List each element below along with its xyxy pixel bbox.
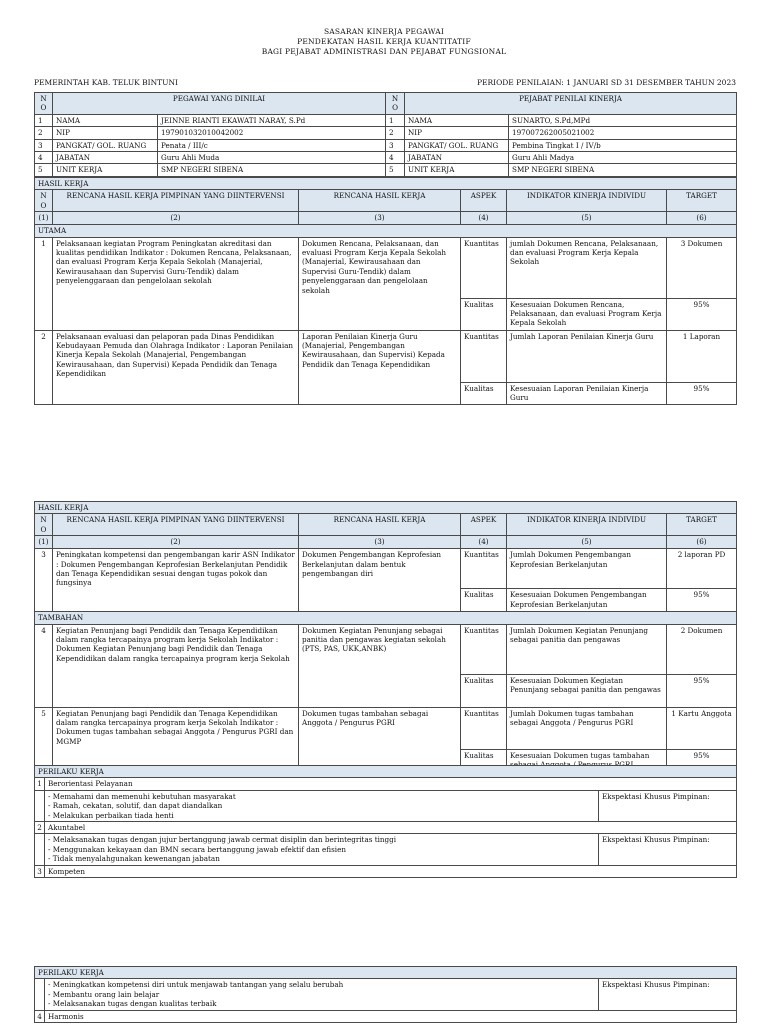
doc-subtitle-2: BAGI PEJABAT ADMINISTRASI DAN PEJABAT FUNGSIONAL xyxy=(261,47,507,56)
table-row: Kualitas Kesesuaian Laporan Penilaian Kinerja Guru 95% xyxy=(35,382,737,404)
table-row: Kualitas Kesesuaian Dokumen tugas tambahan 95% xyxy=(35,749,737,774)
identity-table xyxy=(34,92,737,177)
behavior-item: 1 Berorientasi Pelayanan xyxy=(35,778,737,790)
identity-row: 3 PANGKAT/ GOL. RUANG Penata / III/c 3 PANGKAT/ GOL. RUANG Pembina Tingkat I / IV/b xyxy=(35,139,737,151)
behavior-points: - Melaksanakan tugas dengan jujur bertanggung jawab cermat disiplin dan berintegritas tinggi - Menggunakan kekayaan dan BMN secara bertanggung jawab efektif dan efisien - Tidak menyalahgunakan kewenangan jabatan Ekspektasi Khusus Pimpinan: xyxy=(35,834,737,865)
behavior-item: 2 Akuntabel xyxy=(35,822,737,834)
identity-row: 4 JABATAN Guru Ahli Muda 4 JABATAN Guru Ahli Madya xyxy=(35,152,737,164)
identity-row: 1 NAMA JEINNE RIANTI EKAWATI NARAY, S.Pd 1 NAMA SUNARTO, S.Pd,MPd xyxy=(35,114,737,126)
tambahan-label: TAMBAHAN xyxy=(35,612,737,624)
col-target: TARGET xyxy=(667,190,737,212)
table-row: 2 Pelaksanaan evaluasi dan pelaporan pada Dinas Pendidikan Kebudayaan Pemuda dan Olahraga Indikator : Laporan Penilaian Kinerja Kepala Sekolah (Manajerial, Pengembangan Kewirausahaan, dan Supervisi) Kepada Pendidik dan Tenaga Kependidikan Laporan Penilaian Kinerja Guru (Manajerial, Pengembangan Kewirausahaan, dan Supervisi) Kepada Pendidik dan Tenaga Kependidikan Kuantitas Jumlah Laporan Penilaian Kinerja Guru 1 Laporan xyxy=(35,330,737,382)
identity-row: 5 UNIT KERJA SMP NEGERI SIBENA 5 UNIT KERJA SMP NEGERI SIBENA xyxy=(35,164,737,176)
table-row: Kualitas Kesesuaian Dokumen Rencana, Pelaksanaan, dan evaluasi Program Kerja Kepala Sekolah 95% xyxy=(35,298,737,330)
no-header: NO xyxy=(35,93,53,115)
table-row: 5 Kegiatan Penunjang bagi Pendidik dan Tenaga Kependidikan dalam rangka tercapainya program kerja Sekolah Indikator : Dokumen tugas tambahan sebagai Anggota / Pengurus PGRI dan MGMP Dokumen tugas tambahan sebagai Anggota / Pengurus PGRI Kuantitas Jumlah Dokumen tugas tambahan sebagai Anggota / Pengurus PGRI 1 Kartu Anggota xyxy=(35,707,737,749)
evaluator-header: PEJABAT PENILAI KINERJA xyxy=(405,93,737,115)
expectation-field: Ekspektasi Khusus Pimpinan: xyxy=(599,979,737,1010)
expectation-field: Ekspektasi Khusus Pimpinan: xyxy=(599,790,737,821)
behavior-title: PERILAKU KERJA xyxy=(35,967,737,979)
col-aspek: ASPEK xyxy=(461,190,507,212)
period-label: PERIODE PENILAIAN: 1 JANUARI SD 31 DESEMBER TAHUN 2023 xyxy=(477,78,736,87)
agency-label: PEMERINTAH KAB. TELUK BINTUNI xyxy=(34,78,179,87)
col-indikator: INDIKATOR KINERJA INDIVIDU xyxy=(507,190,667,212)
behavior-item: 3 Kompeten xyxy=(35,865,737,877)
table-row: Kualitas Kesesuaian Dokumen Pengembangan Keprofesian Berkelanjutan 95% xyxy=(35,589,737,612)
expectation-field: Ekspektasi Khusus Pimpinan: xyxy=(599,834,737,865)
behavior-points: - Meningkatkan kompetensi diri untuk menjawab tantangan yang selalu berubah - Membantu orang lain belajar - Melaksanakan tugas dengan kualitas terbaik Ekspektasi Khusus Pimpinan: xyxy=(35,979,737,1010)
col-rhk: RENCANA HASIL KERJA xyxy=(299,190,461,212)
behavior-table-2 xyxy=(34,966,737,1023)
identity-row: 2 NIP 197901032010042002 2 NIP 197007262005021002 xyxy=(35,127,737,139)
behavior-title: PERILAKU KERJA xyxy=(35,766,737,778)
behavior-table xyxy=(34,765,737,878)
table-row: 1 Pelaksanaan kegiatan Program Peningkatan akreditasi dan kualitas pendidikan Indikator : Dokumen Rencana, Pelaksanaan, dan evaluasi Program Kerja Kepala Sekolah (Manajerial, Kewirausahaan dan Supervisi Guru-Tendik) dalam penyelenggaraan dan pengelolaan sekolah Dokumen Rencana, Pelaksanaan, dan evaluasi Program Kerja Kepala Sekolah (Manajerial, Kewirausahaan dan Supervisi Guru-Tendik) dalam penyelenggaraan dan pengelolaan sekolah Kuantitas jumlah Dokumen Rencana, Pelaksanaan, dan evaluasi Program Kerja Kepala Sekolah 3 Dokumen xyxy=(35,237,737,298)
table-row: 4 Kegiatan Penunjang bagi Pendidik dan Tenaga Kependidikan dalam rangka tercapainya program kerja Sekolah Indikator : Dokumen Kegiatan Penunjang bagi Pendidik dan Tenaga Kependidikan dalam rangka tercapainya program kerja Sekolah Dokumen Kegiatan Penunjang sebagai panitia dan pengawas kegiatan sekolah (PTS, PAS, UKK,ANBK) Kuantitas Jumlah Dokumen Kegiatan Penunjang sebagai panitia dan pengawas 2 Dokumen xyxy=(35,624,737,674)
doc-title: SASARAN KINERJA PEGAWAI xyxy=(323,27,445,36)
no-header: NO xyxy=(386,93,405,115)
utama-label: UTAMA xyxy=(35,225,737,237)
behavior-item: 4 Harmonis xyxy=(35,1010,737,1022)
table-row: 3 Peningkatan kompetensi dan pengembangan karir ASN Indikator : Dokumen Pengembangan Keprofesian Berkelanjutan Pendidik dan Tenaga Kependidikan sesuai dengan tugas pokok dan fungsinya Dokumen Pengembangan Keprofesian Berkelanjutan dalam bentuk pengembangan diri Kuantitas Jumlah Dokumen Pengembangan Keprofesian Berkelanjutan 2 laporan PD xyxy=(35,549,737,589)
section-title: HASIL KERJA xyxy=(35,178,737,190)
col-rhk-pimpinan: RENCANA HASIL KERJA PIMPINAN YANG DIINTERVENSI xyxy=(53,190,299,212)
work-results-table-2: HASIL KERJA NO RENCANA HASIL KERJA PIMPINAN YANG DIINTERVENSI RENCANA HASIL KERJA ASPEK INDIKATOR KINERJA INDIVIDU TARGET (1) (2) (3) (4) (5) (6) 3 Peningkatan kompetensi dan pengembangan karir ASN Indikator : Dokumen Pengembangan Keprofesian Berkelanjutan Pendidik dan Tenaga Kependidikan sesuai dengan tugas pokok dan fungsinya Dokumen Pengembangan Keprofesian Berkelanjutan dalam bentuk pengembangan diri Kuantitas Jumlah Dokumen Pengembangan Keprofesian Berkelanjutan 2 laporan PD Kualitas Kesesuaian Dokumen Pengembangan Keprofesian Berkelanjutan 95% TAMBAHAN 4 Kegiatan Penunjang bagi Pendidik dan Tenaga Kependidikan dalam rangka tercapainya program kerja Sekolah Indikator : Dokumen Kegiatan Penunjang bagi Pendidik dan Tenaga Kependidikan dalam rangka tercapainya program kerja Sekolah Dokumen Kegiatan Penunjang sebagai panitia dan pengawas kegiatan sekolah (PTS, PAS, UKK,ANBK) Kuantitas Jumlah Dokumen Kegiatan Penunjang sebagai panitia dan pengawas 2 Dokumen Kualitas Kesesuaian Dokumen Kegiatan Penunjang sebagai panitia dan pengawas 95% 5 Kegiatan Penunjang bagi Pendidik dan Tenaga Kependidikan dalam rangka tercapainya program kerja Sekolah Indikator : Dokumen tugas tambahan sebagai Anggota / Pengurus PGRI dan MGMP Dokumen tugas tambahan sebagai Anggota / Pengurus PGRI Kuantitas Jumlah Dokumen tugas tambahan sebagai Anggota / Pengurus PGRI 1 Kartu Anggota Kualitas Kesesuaian Dokumen tugas tambahan 95% xyxy=(34,501,737,775)
section-title: HASIL KERJA xyxy=(35,502,737,514)
behavior-points: - Memahami dan memenuhi kebutuhan masyarakat - Ramah, cekatan, solutif, dan dapat diandalkan - Melakukan perbaikan tiada henti Ekspektasi Khusus Pimpinan: xyxy=(35,790,737,821)
doc-subtitle: PENDEKATAN HASIL KERJA KUANTITATIF xyxy=(297,37,471,46)
work-results-table: HASIL KERJA NO RENCANA HASIL KERJA PIMPINAN YANG DIINTERVENSI RENCANA HASIL KERJA ASPEK INDIKATOR KINERJA INDIVIDU TARGET (1) (2) (3) (4) (5) (6) UTAMA 1 Pelaksanaan kegiatan Program Peningkatan akreditasi dan kualitas pendidikan Indikator : Dokumen Rencana, Pelaksanaan, dan evaluasi Program Kerja Kepala Sekolah (Manajerial, Kewirausahaan dan Supervisi Guru-Tendik) dalam penyelenggaraan dan pengelolaan sekolah Dokumen Rencana, Pelaksanaan, dan evaluasi Program Kerja Kepala Sekolah (Manajerial, Kewirausahaan dan Supervisi Guru-Tendik) dalam penyelenggaraan dan pengelolaan sekolah Kuantitas jumlah Dokumen Rencana, Pelaksanaan, dan evaluasi Program Kerja Kepala Sekolah 3 Dokumen Kualitas Kesesuaian Dokumen Rencana, Pelaksanaan, dan evaluasi Program Kerja Kepala Sekolah 95% 2 Pelaksanaan evaluasi dan pelaporan pada Dinas Pendidikan Kebudayaan Pemuda dan Olahraga Indikator : Laporan Penilaian Kinerja Kepala Sekolah (Manajerial, Pengembangan Kewirausahaan, dan Supervisi) Kepada Pendidik dan Tenaga Kependidikan Laporan Penilaian Kinerja Guru (Manajerial, Pengembangan Kewirausahaan, dan Supervisi) Kepada Pendidik dan Tenaga Kependidikan Kuantitas Jumlah Laporan Penilaian Kinerja Guru 1 Laporan Kualitas Kesesuaian Laporan Penilaian Kinerja Guru 95% xyxy=(34,177,737,405)
evaluated-header: PEGAWAI YANG DINILAI xyxy=(53,93,386,115)
table-row: Kualitas Kesesuaian Dokumen Kegiatan Penunjang sebagai panitia dan pengawas 95% xyxy=(35,674,737,707)
